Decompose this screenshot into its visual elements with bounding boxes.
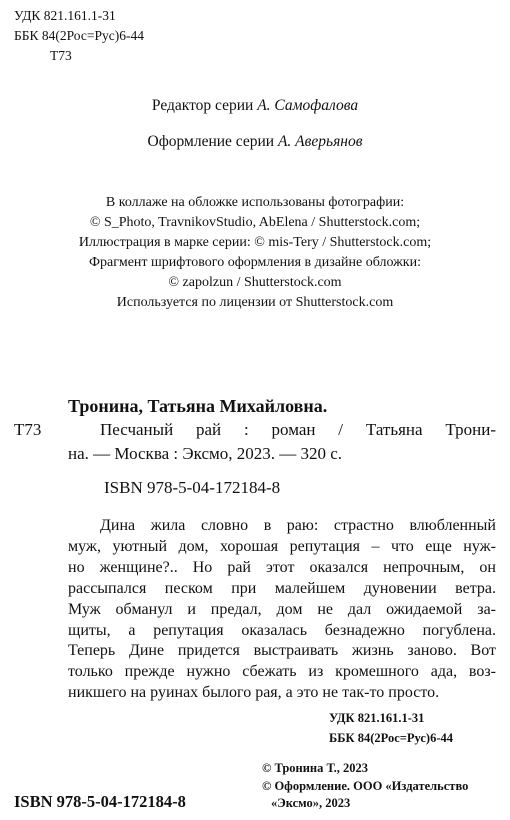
photo-credit-line: © S_Photo, TravnikovStudio, AbElena / Shutterstock.com; — [89, 215, 421, 230]
annotation-line: щиты, а репутация оказалась безнадежно погублена. — [68, 621, 496, 639]
series-design-label: Оформление серии — [147, 133, 275, 150]
isbn: ISBN 978-5-04-172184-8 — [104, 478, 281, 497]
photo-credit-line: В коллаже на обложке использованы фотографии: — [105, 195, 405, 210]
bibliographic-description — [68, 418, 496, 466]
bbk-code-bottom: ББК 84(2Рос=Рус)6-44 — [329, 731, 453, 745]
udk-code: УДК 821.161.1-31 — [14, 8, 116, 23]
classification-codes-bottom — [329, 708, 453, 748]
photo-credit-line: Фрагмент шрифтового оформления в дизайне обложки: — [89, 255, 421, 270]
annotation-line: Дина жила словно в раю: страстно влюбленный — [100, 517, 496, 534]
author-mark: Т73 — [50, 48, 72, 63]
annotation-line: но женщине?.. Но рай этот оказался непрочным, он — [68, 558, 496, 576]
series-editor-credit — [0, 97, 510, 115]
photo-credit-line: © zapolzun / Shutterstock.com — [168, 275, 342, 290]
copyright-author: © Тронина Т., 2023 — [262, 761, 368, 775]
udk-code-bottom: УДК 821.161.1-31 — [329, 711, 425, 725]
series-design-credit — [0, 133, 510, 151]
annotation-line: только прежде нужно сбежать из кромешного ада, воз- — [68, 663, 496, 681]
photo-credits — [0, 193, 510, 313]
annotation-line: рассыпался песком при малейшем дуновении ветра. — [68, 579, 496, 597]
photo-credit-line: Иллюстрация в марке серии: © mis-Tery / Shutterstock.com; — [78, 235, 432, 250]
annotation-line: Муж обманул и предал, дом не дал ожидаемой за- — [68, 600, 496, 618]
series-design-name: А. Аверьянов — [277, 133, 363, 150]
isbn-bottom: ISBN 978-5-04-172184-8 — [14, 792, 186, 811]
bibliographic-author-mark: Т73 — [14, 420, 42, 439]
annotation — [68, 516, 496, 704]
description-line-1: Песчаный рай : роман / Татьяна Трони- — [100, 420, 496, 439]
description-line-2: на. — Москва : Эксмо, 2023. — 320 с. — [68, 444, 343, 463]
annotation-line: Теперь Дине придется выстраивать жизнь заново. Вот — [68, 642, 496, 660]
classification-codes — [14, 6, 144, 66]
copyright-publisher: «Эксмо», 2023 — [271, 796, 351, 810]
series-editor-name: А. Самофалова — [257, 97, 359, 114]
annotation-line: муж, уютный дом, хорошая репутация – что еще нуж- — [68, 537, 496, 555]
bbk-code: ББК 84(2Рос=Рус)6-44 — [14, 28, 144, 43]
photo-credit-line: Используется по лицензии от Shutterstock.com — [116, 295, 394, 310]
annotation-line: никшего на руинах былого рая, а это не так-то просто. — [68, 684, 440, 702]
copyright-block — [262, 760, 468, 813]
author-heading: Тронина, Татьяна Михайловна. — [68, 396, 328, 416]
copyright-design: © Оформление. ООО «Издательство — [262, 778, 469, 793]
series-editor-label: Редактор серии — [151, 97, 254, 114]
